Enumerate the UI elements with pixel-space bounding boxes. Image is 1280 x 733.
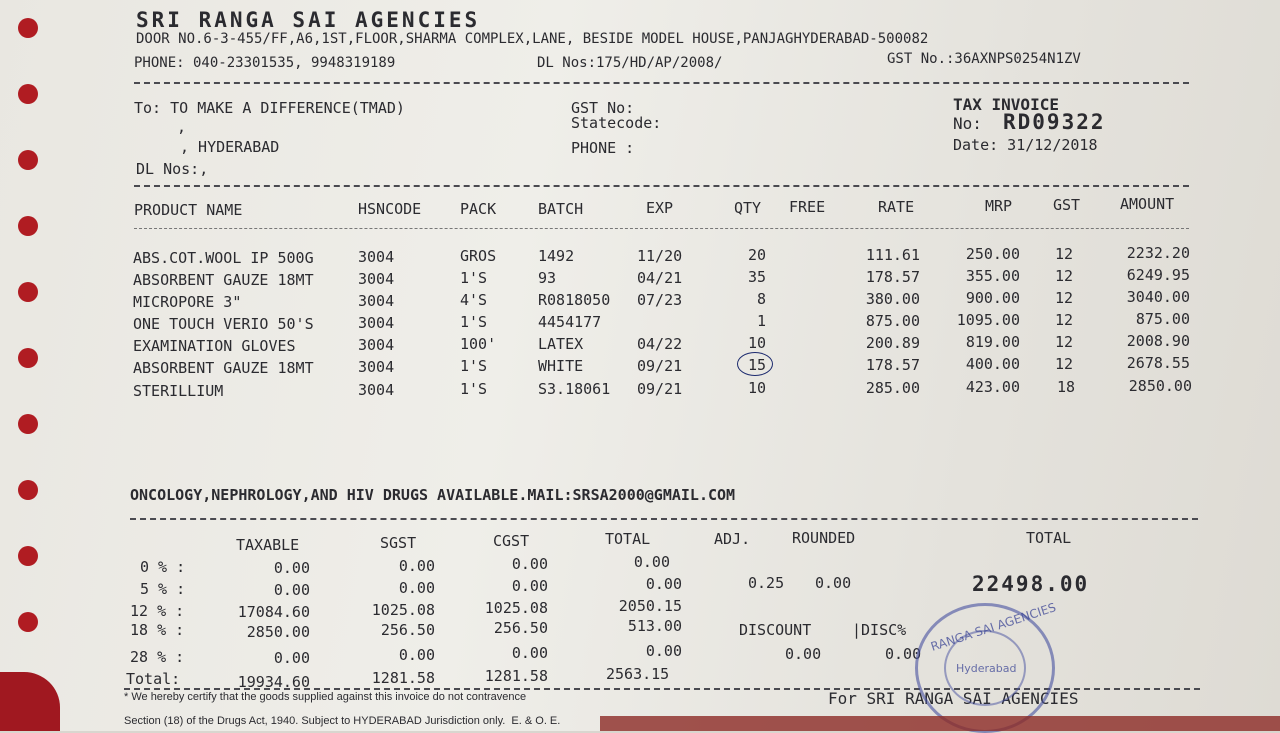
- cell-rate: 380.00: [865, 290, 920, 308]
- cell-pack: 1'S: [460, 313, 488, 331]
- tax-taxable: 17084.60: [237, 603, 310, 621]
- tax-cgst: 0.00: [511, 555, 548, 573]
- cell-mrp: 900.00: [965, 289, 1020, 307]
- tax-total: 513.00: [627, 617, 682, 635]
- red-edge: [600, 716, 1280, 731]
- tax-taxable: 0.00: [273, 559, 310, 577]
- col-free: FREE: [789, 198, 826, 216]
- discount-label: DISCOUNT: [739, 621, 812, 639]
- red-edge: [0, 672, 60, 731]
- cell-qty: 35: [747, 268, 766, 286]
- col-amount: AMOUNT: [1120, 195, 1175, 213]
- perforation-hole: [18, 414, 38, 434]
- drugs-notice: ONCOLOGY,NEPHROLOGY,AND HIV DRUGS AVAILABLE.MAIL:SRSA2000@GMAIL.COM: [130, 486, 736, 504]
- invoice-number: RD09322: [1003, 110, 1106, 134]
- col-qty: QTY: [734, 199, 762, 217]
- cell-pack: 1'S: [460, 269, 488, 287]
- tax-rate-label: 28 % :: [130, 648, 185, 666]
- tax-sgst: 0.00: [398, 557, 435, 575]
- tax-cgst: 1281.58: [484, 667, 548, 685]
- perforation-hole: [18, 348, 38, 368]
- seal-city: Hyderabad: [956, 662, 1017, 675]
- cell-product: ABSORBENT GAUZE 18MT: [133, 359, 314, 377]
- cell-exp: 09/21: [637, 380, 683, 398]
- perforation-hole: [18, 546, 38, 566]
- cell-exp: 09/21: [637, 357, 683, 375]
- perforation-hole: [18, 150, 38, 170]
- cell-amount: 6249.95: [1126, 266, 1190, 284]
- tax-col-taxable: TAXABLE: [236, 536, 300, 554]
- tax-total: 2563.15: [606, 665, 670, 683]
- tax-rate-label: 12 % :: [130, 602, 185, 620]
- cell-product: STERILLIUM: [133, 382, 224, 400]
- certify-text: * We hereby certify that the goods supplied against this invoice do not contravence: [124, 691, 527, 703]
- discount-value: 0.00: [785, 645, 822, 663]
- tax-col-cgst: CGST: [493, 532, 530, 550]
- cell-product: EXAMINATION GLOVES: [133, 337, 296, 355]
- cell-exp: 07/23: [637, 291, 683, 309]
- cell-gst: 12: [1055, 289, 1074, 307]
- cell-hsn: 3004: [358, 358, 395, 376]
- cell-hsn: 3004: [358, 292, 395, 310]
- company-address: DOOR NO.6-3-455/FF,A6,1ST,FLOOR,SHARMA COMPLEX,LANE, BESIDE MODEL HOUSE,PANJAGHYDERABAD-500082: [136, 31, 929, 47]
- cell-mrp: 423.00: [965, 378, 1020, 396]
- cell-rate: 285.00: [865, 379, 920, 397]
- grand-total: 22498.00: [972, 572, 1090, 596]
- cell-pack: 100': [460, 335, 497, 353]
- perforation-hole: [18, 216, 38, 236]
- billto-city: , HYDERABAD: [180, 138, 280, 156]
- cell-rate: 875.00: [865, 312, 920, 330]
- company-phone: PHONE: 040-23301535, 9948319189: [134, 55, 396, 71]
- company-name: SRI RANGA SAI AGENCIES: [136, 8, 481, 32]
- cell-batch: 93: [538, 269, 557, 287]
- perforation-hole: [18, 480, 38, 500]
- billto-comma: ,: [177, 118, 187, 136]
- cell-gst: 12: [1055, 245, 1074, 263]
- billto-statecode: Statecode:: [571, 114, 662, 132]
- invoice-no-label: No:: [953, 114, 982, 133]
- cell-rate: 178.57: [865, 356, 920, 374]
- cell-batch: S3.18061: [538, 380, 611, 398]
- cell-amount: 3040.00: [1126, 288, 1190, 306]
- cell-product: ABS.COT.WOOL IP 500G: [133, 249, 314, 267]
- cell-gst: 12: [1055, 333, 1074, 351]
- tax-cgst: 0.00: [511, 644, 548, 662]
- cell-hsn: 3004: [358, 270, 395, 288]
- cell-pack: 4'S: [460, 291, 488, 309]
- cell-hsn: 3004: [358, 248, 395, 266]
- cell-amount: 2678.55: [1126, 354, 1190, 372]
- col-gst: GST: [1053, 196, 1081, 214]
- cell-gst: 12: [1055, 311, 1074, 329]
- disc-pct-value: 0.00: [885, 645, 922, 663]
- cell-amount: 2008.90: [1126, 332, 1190, 350]
- cell-product: MICROPORE 3": [133, 293, 242, 311]
- tax-col-sgst: SGST: [380, 534, 417, 552]
- cell-mrp: 1095.00: [956, 311, 1020, 329]
- tax-sgst: 0.00: [398, 646, 435, 664]
- tax-taxable: 0.00: [273, 649, 310, 667]
- cell-batch: WHITE: [538, 357, 584, 375]
- tax-cgst: 0.00: [511, 577, 548, 595]
- col-pack: PACK: [460, 200, 497, 218]
- company-seal: [915, 600, 1058, 733]
- cell-exp: 04/22: [637, 335, 683, 353]
- cell-amount: 2232.20: [1126, 244, 1190, 262]
- cell-qty: 10: [747, 379, 766, 397]
- tax-rate-label: Total:: [126, 670, 181, 688]
- rounded-value: 0.00: [815, 574, 852, 592]
- tax-rate-label: 5 % :: [140, 580, 186, 598]
- cell-product: ABSORBENT GAUZE 18MT: [133, 271, 314, 289]
- cell-qty: 20: [747, 246, 766, 264]
- section-text: Section (18) of the Drugs Act, 1940. Subject to HYDERABAD Jurisdiction only. E. & O. E.: [124, 715, 561, 727]
- billto-phone: PHONE :: [571, 139, 635, 157]
- billto-name: To: TO MAKE A DIFFERENCE(TMAD): [134, 99, 405, 117]
- tax-col-adj: ADJ.: [714, 530, 751, 548]
- tax-col-grand-total: TOTAL: [1026, 529, 1072, 547]
- cell-rate: 200.89: [865, 334, 920, 352]
- perforation-hole: [18, 84, 38, 104]
- perforation-hole: [18, 282, 38, 302]
- col-exp: EXP: [646, 199, 674, 217]
- cell-mrp: 355.00: [965, 267, 1020, 285]
- billto-gst: GST No:: [571, 99, 635, 117]
- cell-product: ONE TOUCH VERIO 50'S: [133, 315, 314, 333]
- tax-taxable: 19934.60: [237, 673, 310, 691]
- billto-dl: DL Nos:,: [136, 160, 209, 178]
- adj-value: 0.25: [748, 574, 785, 592]
- cell-mrp: 819.00: [965, 333, 1020, 351]
- cell-hsn: 3004: [358, 336, 395, 354]
- cell-batch: 1492: [538, 247, 575, 265]
- cell-rate: 111.61: [865, 246, 920, 264]
- cell-pack: 1'S: [460, 357, 488, 375]
- cell-qty: 15: [747, 356, 766, 374]
- cell-amount: 875.00: [1135, 310, 1190, 328]
- cell-mrp: 400.00: [965, 355, 1020, 373]
- divider: [134, 185, 1189, 187]
- cell-hsn: 3004: [358, 314, 395, 332]
- cell-gst: 12: [1055, 355, 1074, 373]
- col-rate: RATE: [878, 198, 915, 216]
- tax-total: 0.00: [633, 553, 670, 571]
- for-company: For SRI RANGA SAI AGENCIES: [828, 689, 1079, 708]
- cell-batch: R0818050: [538, 291, 611, 309]
- tax-col-total: TOTAL: [605, 530, 651, 548]
- cell-qty: 8: [756, 290, 766, 308]
- tax-total: 2050.15: [618, 597, 682, 615]
- tax-total: 0.00: [645, 642, 682, 660]
- tax-cgst: 1025.08: [484, 599, 548, 617]
- cell-rate: 178.57: [865, 268, 920, 286]
- cell-pack: 1'S: [460, 380, 488, 398]
- company-gst: GST No.:36AXNPS0254N1ZV: [887, 51, 1081, 67]
- cell-exp: 04/21: [637, 269, 683, 287]
- tax-total: 0.00: [645, 575, 682, 593]
- cell-qty: 10: [747, 334, 766, 352]
- seal-text: RANGA SAI AGENCIES: [929, 600, 1058, 654]
- cell-pack: GROS: [460, 247, 497, 265]
- tax-sgst: 1025.08: [371, 601, 435, 619]
- tax-sgst: 256.50: [380, 621, 435, 639]
- cell-batch: 4454177: [538, 313, 602, 331]
- cell-gst: 12: [1055, 267, 1074, 285]
- disc-pct-label: |DISC%: [852, 621, 907, 639]
- col-mrp: MRP: [985, 197, 1013, 215]
- col-hsn: HSNCODE: [358, 200, 422, 218]
- perforation-hole: [18, 612, 38, 632]
- handwritten-circle-mark: [737, 352, 773, 376]
- col-product: PRODUCT NAME: [134, 201, 243, 219]
- tax-taxable: 2850.00: [246, 623, 310, 641]
- cell-gst: 18: [1057, 378, 1076, 396]
- perforation-hole: [18, 18, 38, 38]
- tax-rate-label: 18 % :: [130, 621, 185, 639]
- cell-exp: 11/20: [637, 247, 683, 265]
- tax-col-rounded: ROUNDED: [792, 529, 856, 547]
- cell-amount: 2850.00: [1128, 377, 1192, 395]
- invoice-date: Date: 31/12/2018: [953, 136, 1098, 154]
- divider: [134, 82, 1189, 84]
- divider: [130, 518, 1198, 520]
- col-batch: BATCH: [538, 200, 584, 218]
- cell-mrp: 250.00: [965, 245, 1020, 263]
- cell-qty: 1: [756, 312, 766, 330]
- cell-hsn: 3004: [358, 381, 395, 399]
- company-dl: DL Nos:175/HD/AP/2008/: [537, 55, 723, 71]
- cell-batch: LATEX: [538, 335, 584, 353]
- tax-taxable: 0.00: [273, 581, 310, 599]
- invoice-title: TAX INVOICE: [953, 95, 1059, 114]
- tax-sgst: 0.00: [398, 579, 435, 597]
- tax-sgst: 1281.58: [371, 669, 435, 687]
- tax-rate-label: 0 % :: [140, 558, 186, 576]
- tax-cgst: 256.50: [493, 619, 548, 637]
- divider: [134, 228, 1189, 229]
